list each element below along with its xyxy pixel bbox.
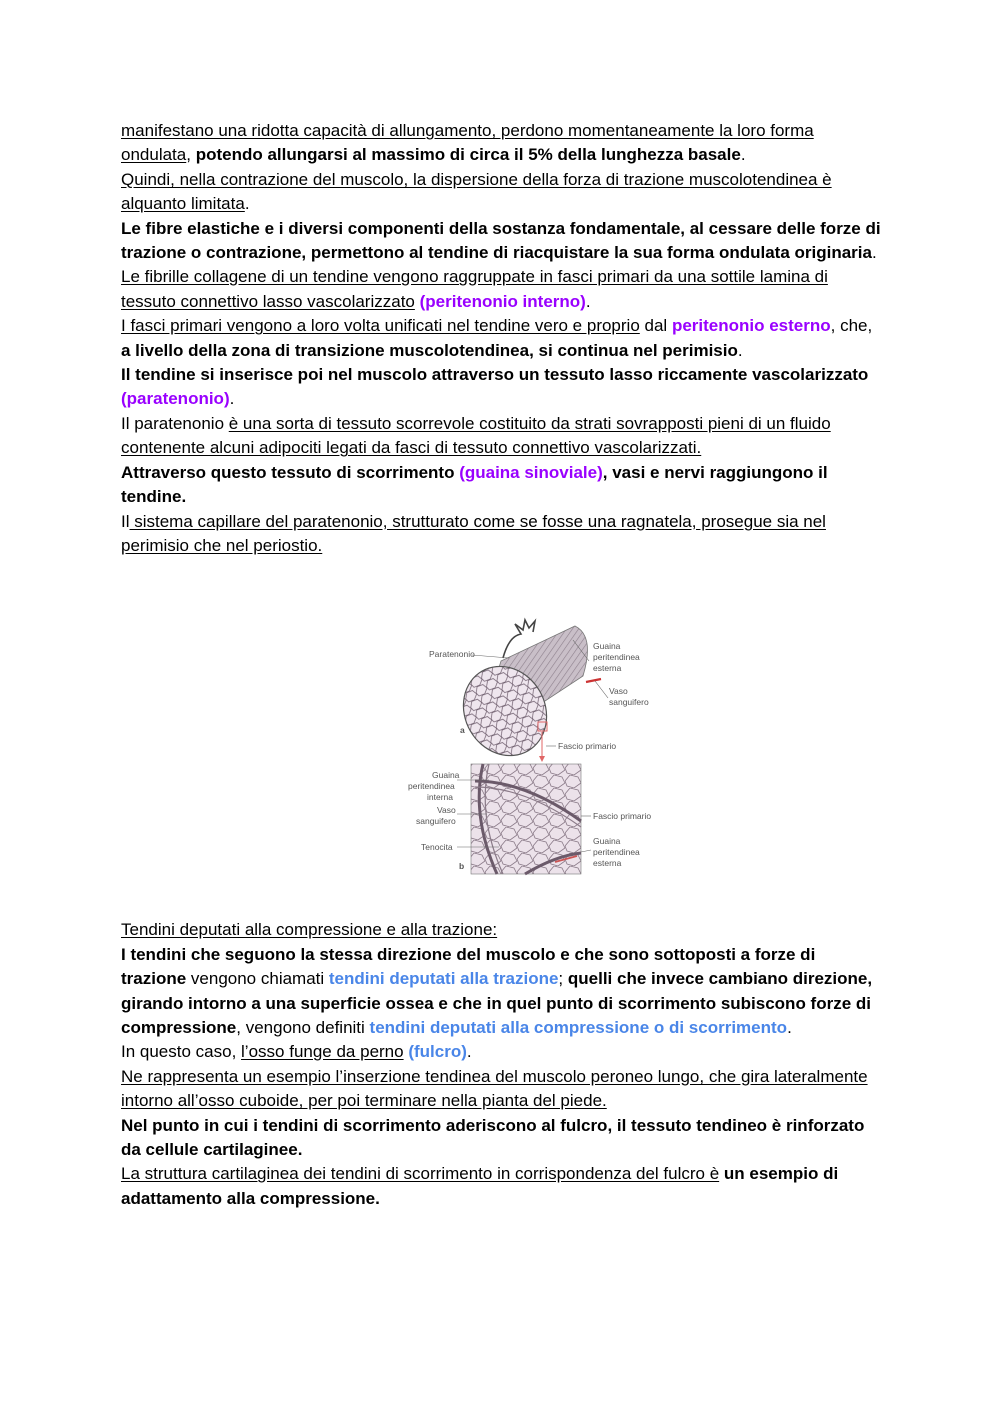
label-a: a — [460, 725, 465, 736]
bold-span: , vasi e nervi raggiungono il tendine. — [121, 462, 828, 507]
text-span: , — [186, 145, 196, 165]
term-fulcro: (fulcro) — [408, 1042, 467, 1062]
text-span: . — [871, 243, 877, 263]
term-peritenonio-interno: (peritenonio interno) — [419, 291, 586, 311]
label-guaina-esterna-1: Guaina — [593, 641, 621, 652]
text-span: Quindi, nella contrazione del muscolo, la dispersione della forza di trazione muscolotendinea è alquanto limitata — [121, 169, 832, 214]
label-vaso-b-2: sanguifero — [416, 816, 456, 827]
label-guaina-esterna-b-2: peritendinea — [593, 847, 640, 858]
text-span: . — [740, 145, 746, 165]
text-span: La struttura cartilaginea dei tendini di scorrimento in corrispondenza del fulcro è — [121, 1164, 720, 1184]
text-span: vengono chiamati — [186, 969, 329, 989]
bold-span: I tendini che seguono la stessa direzione del muscolo e che sono sottoposti a forze di trazione — [121, 944, 816, 989]
term-peritenonio-esterno: peritenonio esterno — [671, 316, 831, 336]
text-span: . — [244, 194, 250, 214]
text-span: , che, — [830, 316, 873, 336]
text-span: dal — [639, 316, 672, 336]
document-page — [121, 119, 883, 1211]
label-guaina-interna-3: interna — [427, 792, 453, 803]
label-paratenonio: Paratenonio — [429, 649, 475, 660]
term-trazione: tendini deputati alla trazione — [328, 969, 559, 989]
label-vaso-2: sanguifero — [609, 697, 649, 708]
label-guaina-esterna-2: peritendinea — [593, 652, 640, 663]
paragraph-paratenonio — [121, 412, 883, 461]
tendon-diagram — [405, 606, 675, 872]
label-fascio-primario-b: Fascio primario — [593, 811, 652, 822]
label-guaina-interna-1: Guaina — [432, 770, 460, 781]
text-span: è una sorta di tessuto scorrevole costituito da strati sovrapposti pieni di un fluido contenente alcuni adipociti legati da fasci di tessuto connettivo vascolarizzati. — [121, 413, 831, 458]
label-guaina-esterna-3: esterna — [593, 663, 622, 674]
bold-span: un esempio di adattamento alla compressione. — [121, 1164, 839, 1208]
section-heading — [121, 918, 883, 942]
term-guaina-sinoviale: (guaina sinoviale) — [459, 462, 603, 482]
paragraph-adaptation — [121, 1162, 883, 1211]
label-guaina-esterna-b-3: esterna — [593, 858, 622, 869]
paragraph-elastic-fibres — [121, 217, 883, 266]
paragraph-tendon-types — [121, 943, 883, 1041]
text-span: manifestano una ridotta capacità di allungamento, perdono momentaneamente la loro forma ondulata — [121, 121, 814, 165]
paragraph-example-peroneus — [121, 1065, 883, 1114]
bold-span: Nel punto in cui i tendini di scorrimento aderiscono al fulcro, il tessuto tendineo è rinforzato da cellule cartilaginee. — [121, 1115, 865, 1159]
text-span: l’osso funge da perno — [241, 1042, 404, 1062]
label-vaso-1: Vaso — [609, 686, 628, 697]
paragraph-capillary-system — [121, 510, 883, 559]
term-compressione: tendini deputati alla compressione o di scorrimento — [369, 1017, 788, 1037]
paragraph-collagen-fibrils — [121, 265, 883, 314]
text-span: . — [466, 1042, 472, 1062]
text-span: Le fibrille collagene di un tendine vengono raggruppate in fasci primari da una sottile lamina di tessuto connettivo lasso vascolarizzato — [121, 267, 828, 311]
label-vaso-b-1: Vaso — [437, 805, 456, 816]
text-span: Ne rappresenta un esempio l’inserzione tendinea del muscolo peroneo lungo, che gira lateralmente intorno all’osso cuboide, per poi terminare nella pianta del piede. — [121, 1066, 868, 1111]
label-guaina-interna-2: peritendinea — [408, 781, 455, 792]
term-paratenonio: (paratenonio) — [121, 389, 230, 409]
text-span: . — [229, 389, 235, 409]
paragraph-force-dispersion — [121, 168, 883, 217]
bold-span: a livello della zona di transizione muscolotendinea, si continua nel perimisio — [121, 340, 738, 360]
bold-span: Il tendine si inserisce poi nel muscolo attraverso un tessuto lasso riccamente vascolarizzato — [121, 365, 869, 385]
label-fascio-primario-a: Fascio primario — [558, 741, 617, 752]
text-span: I fasci primari vengono a loro volta unificati nel tendine vero e proprio — [121, 316, 640, 336]
label-tenocita: Tenocita — [421, 842, 453, 853]
text-span: ; — [558, 969, 568, 989]
paragraph-primary-bundles — [121, 314, 883, 363]
text-span: In questo caso, — [121, 1042, 242, 1062]
text-span: . — [787, 1017, 792, 1037]
paragraph-insertion — [121, 363, 883, 412]
paragraph-elongation — [121, 119, 883, 168]
bold-span: Le fibre elastiche e i diversi componenti della sostanza fondamentale, al cessare delle forze di trazione o contrazione, permettono al tendine di riacquistare la sua forma ondulata originaria — [121, 218, 881, 263]
bold-span: potendo allungarsi al massimo di circa il 5% della lunghezza basale — [195, 145, 741, 165]
label-b: b — [459, 861, 465, 872]
paragraph-synovial-sheath — [121, 461, 883, 510]
text-span: , vengono definiti — [236, 1017, 370, 1037]
label-guaina-esterna-b-1: Guaina — [593, 836, 621, 847]
tendon-structure-figure — [405, 606, 675, 872]
bold-span: quelli che invece cambiano direzione, girando intorno a una superficie ossea e che in quel punto di scorrimento subiscono forze di compressione — [121, 969, 873, 1037]
paragraph-fulcrum — [121, 1040, 883, 1064]
heading-text: Tendini deputati alla compressione e alla trazione: — [121, 920, 498, 940]
text-span: sistema capillare del paratenonio, strutturato come se fosse una ragnatela, prosegue sia nel perimisio che nel periostio. — [121, 511, 826, 555]
text-span: Il — [121, 511, 130, 531]
paragraph-cartilage-cells — [121, 1114, 883, 1163]
text-span: Il paratenonio — [121, 413, 229, 433]
bold-span: Attraverso questo tessuto di scorrimento — [121, 462, 460, 482]
text-span: . — [585, 291, 591, 311]
text-span: . — [737, 340, 743, 360]
